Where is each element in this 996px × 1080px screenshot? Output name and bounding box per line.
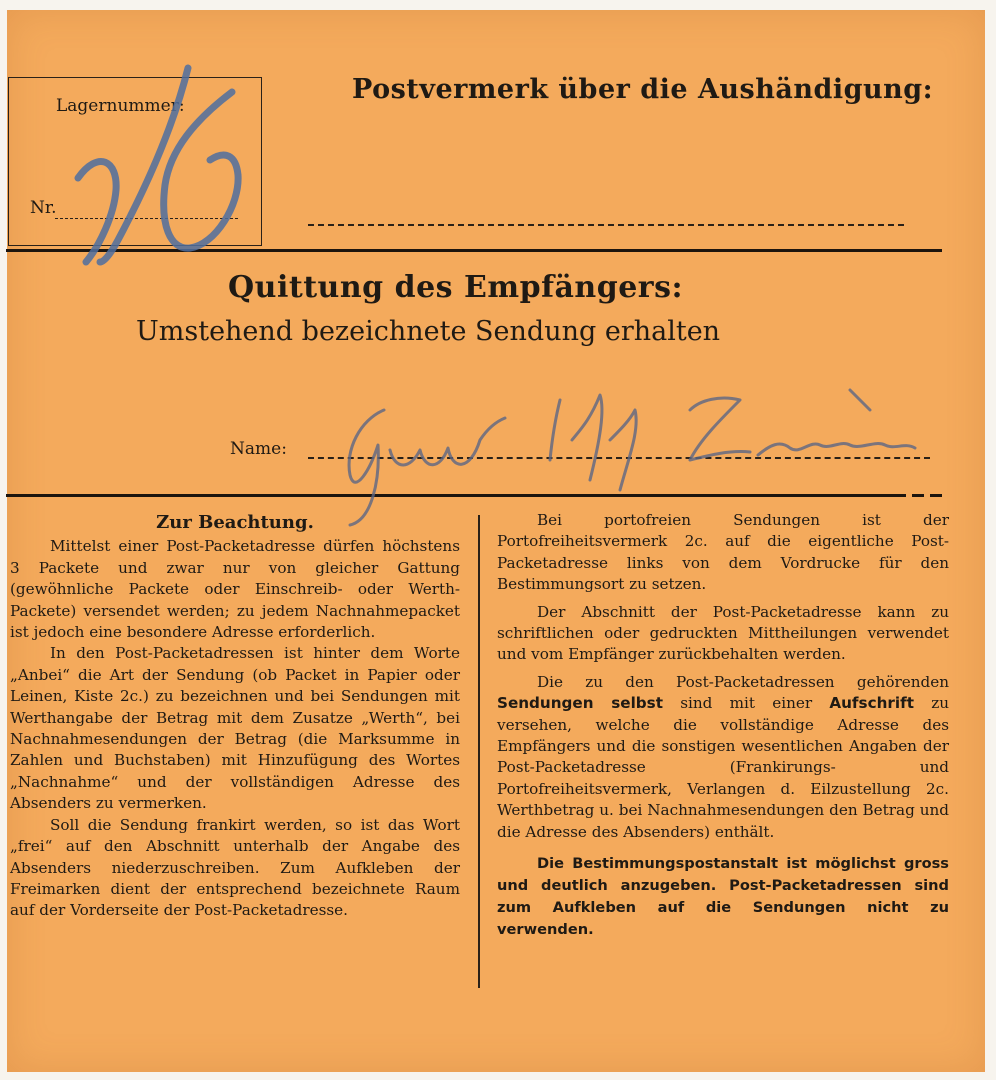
divider-rule-dashed [912, 494, 946, 497]
name-label: Name: [230, 439, 287, 459]
beachtung-paragraph: Soll die Sendung frankirt werden, so ist das Wort „frei“ auf den Abschnitt unterhalb der Angabe des Absenders niederzuschreiben. Zum Aufkleben der Freimarken dient der entsprechend bezeichnete Raum auf der Vorderseite der Post-Packetadresse. [10, 815, 460, 920]
beachtung-left-column [10, 512, 460, 922]
postvermerk-heading: Postvermerk über die Aushändigung: [352, 74, 934, 105]
beachtung-right-column [497, 510, 949, 941]
quittung-heading: Quittung des Empfängers: [228, 270, 684, 305]
bold-text: Aufschrift [829, 694, 914, 713]
paragraph-text: sind mit einer [662, 694, 830, 713]
beachtung-heading: Zur Beachtung. [156, 512, 314, 533]
quittung-subtitle: Umstehend bezeichnete Sendung erhalten [136, 316, 721, 347]
final-note: Die Bestimmungspostanstalt ist möglichst gross und deutlich anzugeben. Post-Packetadressen sind zum Aufkleben auf die Sendungen nicht zu verwenden. [497, 855, 949, 939]
beachtung-paragraph [497, 672, 949, 843]
bold-text: Sendungen selbst [497, 694, 663, 713]
divider-rule [6, 249, 942, 252]
lagernummer-label: Lagernummer: [56, 96, 185, 116]
column-divider [478, 515, 480, 988]
divider-rule [6, 494, 906, 497]
beachtung-paragraph: Mittelst einer Post-Packetadresse dürfen höchstens 3 Packete und zwar nur von gleicher Gattung (gewöhnliche Packete oder Einschreib- oder Werth-Packete) versendet werden; zu jedem Nachnahmepacket ist jedoch eine besondere Adresse erforderlich. [10, 537, 460, 642]
paragraph-text: zu versehen, welche die vollständige Adresse des Empfängers und die sonstigen wesentlichen Angaben der Post-Packetadresse (Frankirungs- und Portofreiheitsvermerk, Verlangen d. Eilzustellung 2c. Werthbetrag u. bei Nachnahmesendungen den Betrag und die Adresse des Absenders) enthält. [497, 694, 949, 841]
nr-label: Nr. [30, 198, 57, 218]
nr-dotted-line [55, 218, 238, 219]
postvermerk-dotted-line [308, 224, 904, 226]
beachtung-paragraph: Bei portofreien Sendungen ist der Portofreiheitsvermerk 2c. auf die eigentliche Post-Packetadresse links von dem Vordrucke für den Bestimmungsort zu setzen. [497, 511, 949, 594]
beachtung-paragraph: Der Abschnitt der Post-Packetadresse kann zu schriftlichen oder gedruckten Mittheilungen verwendet und vom Empfänger zurückbehalten werden. [497, 602, 949, 664]
paragraph-text: Die zu den Post-Packetadressen gehörenden [537, 672, 949, 691]
name-dotted-line [308, 457, 930, 459]
beachtung-paragraph: In den Post-Packetadressen ist hinter dem Worte „Anbei“ die Art der Sendung (ob Packet in Papier oder Leinen, Kiste 2c.) zu bezeichnen und bei Sendungen mit Werthangabe der Betrag mit dem Zusatze „Werth“, bei Nachnahmesendungen der Betrag (die Marksumme in Zahlen und Buchstaben) mit Hinzufügung des Wortes „Nachnahme“ und der vollständigen Adresse des Absenders zu vermerken. [10, 644, 460, 813]
